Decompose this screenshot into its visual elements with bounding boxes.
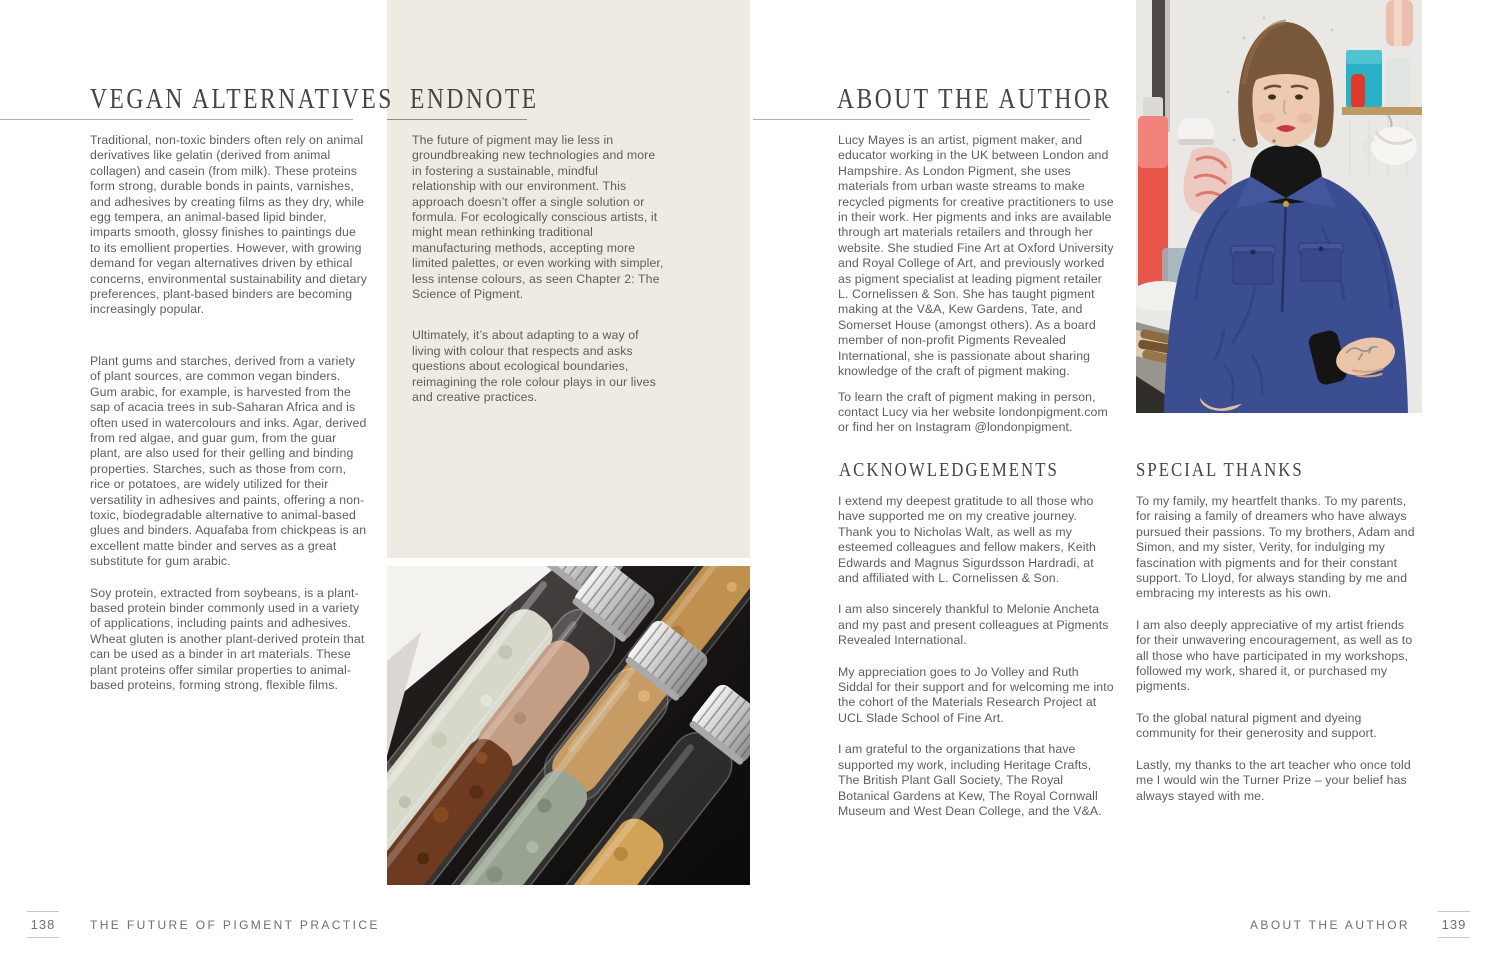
endnote-rule: [387, 119, 527, 120]
about-column: [838, 133, 1114, 452]
acknowledgements-heading: ACKNOWLEDGEMENTS: [839, 459, 1059, 481]
endnote-heading: ENDNOTE: [410, 84, 539, 115]
vegan-paragraph: Plant gums and starches, derived from a variety of plant sources, are common vegan binders. Gum arabic, for example, is harvested from the sap of acacia trees in sub-Saharan Africa and is often used in watercolours and inks. Agar, derived from red algae, and guar gum, from the guar plant, are also used for their gelling and binding properties. Starches, such as those from corn, rice or potatoes, are widely utilized for their versatility in adhesives and paints, offering a non-toxic, biodegradable alternative to animal-based glues and binders. Aquafaba from chickpeas is an excellent matte binder and serves as a great substitute for gum arabic.: [90, 353, 367, 569]
special-thanks-paragraph: To my family, my heartfelt thanks. To my parents, for raising a family of dreamers who have always pursued their passions. To my brothers, Adam and Simon, and my sister, Verity, for indulging my fascination with pigments and for their constant support. To Lloyd, for always standing by me and embracing my interests as his own.: [1136, 494, 1415, 601]
acknowledgements-paragraph: My appreciation goes to Jo Volley and Ruth Siddal for their support and for welcoming me into the cohort of the Materials Research Project at UCL Slade School of Fine Art.: [838, 664, 1114, 725]
special-thanks-paragraph: To the global natural pigment and dyeing community for their generosity and support.: [1136, 710, 1377, 741]
acknowledgements-paragraph: I extend my deepest gratitude to all those who have supported me on my creative journey. Thank you to Nicholas Walt, as well as my esteemed colleagues and fellow makers, Keith Edwards and Magnus Sigurdsson Hardradi, at and affiliated with L. Cornelissen & Son.: [838, 494, 1096, 586]
acknowledgements-paragraph: I am also sincerely thankful to Melonie Ancheta and my past and present colleagues at Pigments Revealed International.: [838, 602, 1109, 648]
author-portrait-photo: [1136, 0, 1422, 413]
special-thanks-heading: SPECIAL THANKS: [1136, 459, 1304, 481]
special-thanks-paragraph: Lastly, my thanks to the art teacher who once told me I would win the Turner Prize – your belief has always stayed with me.: [1136, 757, 1411, 803]
vegan-paragraph: Soy protein, extracted from soybeans, is a plant-based protein binder commonly used in a variety of applications, including paints and adhesives. Wheat gluten is another plant-derived protein that can be used as a binder in art materials. These plant proteins offer similar properties to animal-based proteins, forming strong, flexible films.: [90, 585, 365, 692]
right-page-number: 139: [1438, 911, 1470, 938]
left-running-title: THE FUTURE OF PIGMENT PRACTICE: [90, 918, 380, 932]
vegan-paragraph: Traditional, non-toxic binders often rely on animal derivatives like gelatin (derived from animal collagen) and casein (from milk). These proteins form strong, durable bonds in paints, varnishes, and adhesives by creating films as they dry, while egg tempera, an animal-based lipid binder, imparts smooth, glossy finishes to paintings due to its emollient properties. However, with growing demand for vegan alternatives driven by ethical concerns, environmental sustainability and dietary preferences, plant-based binders are becoming increasingly popular.: [90, 133, 368, 317]
about-the-author-heading: ABOUT THE AUTHOR: [837, 84, 1112, 115]
endnote-paragraph: Ultimately, it’s about adapting to a way of living with colour that respects and asks questions about ecological boundaries, reimagining the role colour plays in our lives and creative practices.: [412, 328, 656, 405]
heading-rule-about: [753, 119, 1090, 120]
heading-rule-left: [0, 119, 353, 120]
right-running-title: ABOUT THE AUTHOR: [1250, 918, 1410, 932]
about-paragraph: To learn the craft of pigment making in person, contact Lucy via her website londonpigment.com or find her on Instagram @londonpigment.: [838, 389, 1108, 435]
acknowledgements-paragraph: I am grateful to the organizations that have supported my work, including Heritage Crafts, The British Plant Gall Society, The Royal Botanical Gardens at Kew, The Royal Cornwall Museum and West Dean College, and the V&A.: [838, 742, 1102, 818]
vegan-column: [90, 133, 368, 709]
left-page-number: 138: [27, 911, 59, 938]
endnote-column: [412, 133, 664, 422]
special-thanks-column: [1136, 494, 1418, 820]
endnote-paragraph: The future of pigment may lie less in groundbreaking new technologies and more in fostering a sustainable, mindful relationship with our environment. This approach doesn’t offer a single solution or formula. For ecologically conscious artists, it might mean rethinking traditional manufacturing methods, accepting more limited palettes, or even working with simpler, less intense colours, as seen Chapter 2: The Science of Pigment.: [412, 133, 664, 302]
special-thanks-paragraph: I am also deeply appreciative of my artist friends for their unwavering encouragement, as well as to all those who have participated in my workshops, followed my work, shared it, or purchased my pigments.: [1136, 617, 1413, 694]
pigment-vials-photo: [387, 566, 750, 885]
vegan-alternatives-heading: VEGAN ALTERNATIVES: [90, 84, 394, 115]
acknowledgements-column: [838, 494, 1114, 835]
about-paragraph: Lucy Mayes is an artist, pigment maker, and educator working in the UK between London and Hampshire. As London Pigment, she uses materials from urban waste streams to make recycled pigments for creative practitioners to use in their work. Her pigments and inks are available through art materials retailers and through her website. She studied Fine Art at Oxford University and Royal College of Art, and previously worked as pigment specialist at leading pigment retailer L. Cornelissen & Son. She has taught pigment making at the V&A, Kew Gardens, Tate, and Somerset House (amongst others). As a board member of non-profit Pigments Revealed International, she is passionate about sharing knowledge of the craft of pigment making.: [838, 133, 1114, 379]
